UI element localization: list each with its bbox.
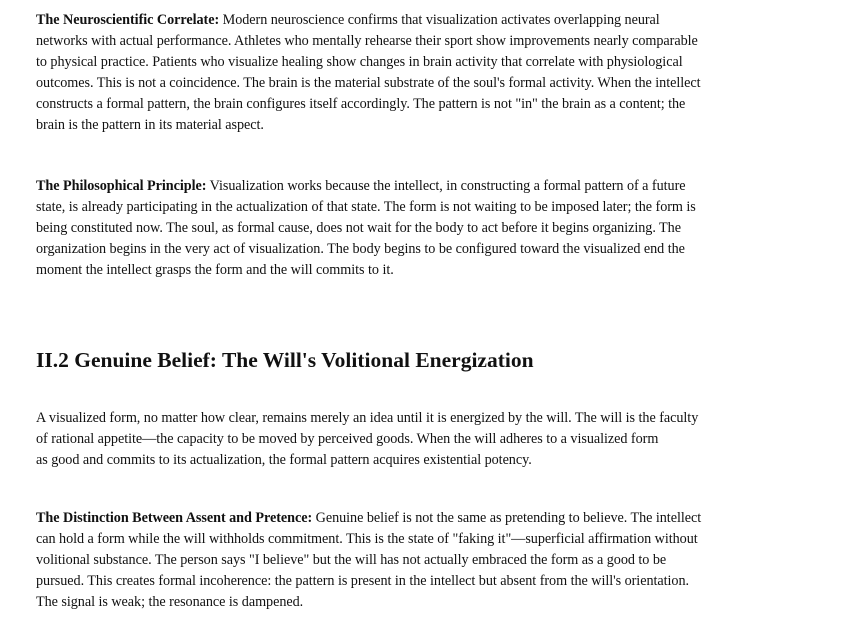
text-line: organization begins in the very act of visualization. The body begins to be configured toward the visualized end the: [36, 241, 685, 257]
text-line: The signal is weak; the resonance is dampened.: [36, 594, 304, 610]
text-line: A visualized form, no matter how clear, remains merely an idea until it is energized by the will. The will is the faculty: [36, 410, 699, 426]
text-line: state, is already participating in the actualization of that state. The form is not waiting to be imposed later; the form is: [36, 199, 696, 215]
paragraph-neuroscientific-correlate: [36, 10, 811, 136]
text-line: outcomes. This is not a coincidence. The brain is the material substrate of the soul's formal activity. When the intellect: [36, 75, 701, 91]
text-line: pursued. This creates formal incoherence: the pattern is present in the intellect but absent from the will's orientation.: [36, 573, 689, 589]
section-heading: II.2 Genuine Belief: The Will's Volitional Energization: [36, 348, 534, 372]
text-line: moment the intellect grasps the form and the will commits to it.: [36, 262, 394, 278]
paragraph-philosophical-principle: [36, 176, 811, 281]
text-line: The Neuroscientific Correlate: Modern neuroscience confirms that visualization activates overlapping neural: [36, 12, 660, 28]
text-line: The Philosophical Principle: Visualization works because the intellect, in constructing a formal pattern of a future: [36, 178, 686, 194]
lead-term: The Philosophical Principle:: [36, 178, 207, 194]
text-line: can hold a form while the will withholds commitment. This is the state of "faking it"—superficial affirmation without: [36, 531, 698, 547]
text-line: as good and commits to its actualization, the formal pattern acquires existential potency.: [36, 452, 532, 468]
text-line: brain is the pattern in its material aspect.: [36, 117, 264, 133]
text-line: being constituted now. The soul, as formal cause, does not wait for the body to act before it begins organizing. The: [36, 220, 681, 236]
text-line: constructs a formal pattern, the brain configures itself accordingly. The pattern is not "in" the brain as a content; the: [36, 96, 686, 112]
lead-term: The Distinction Between Assent and Pretence:: [36, 510, 313, 526]
text-line: The Distinction Between Assent and Pretence: Genuine belief is not the same as pretending to believe. The intellect: [36, 510, 702, 526]
paragraph-assent-pretence: [36, 508, 811, 613]
text-line: volitional substance. The person says "I believe" but the will has not actually embraced the form as a good to be: [36, 552, 667, 568]
text-line: networks with actual performance. Athletes who mentally rehearse their sport show improvements nearly comparable: [36, 33, 698, 49]
lead-term: The Neuroscientific Correlate:: [36, 12, 220, 28]
text-line: to physical practice. Patients who visualize healing show changes in brain activity that correlate with physiological: [36, 54, 683, 70]
paragraph-will-energization: [36, 408, 816, 471]
text-line: of rational appetite—the capacity to be moved by perceived goods. When the will adheres to a visualized form: [36, 431, 659, 447]
